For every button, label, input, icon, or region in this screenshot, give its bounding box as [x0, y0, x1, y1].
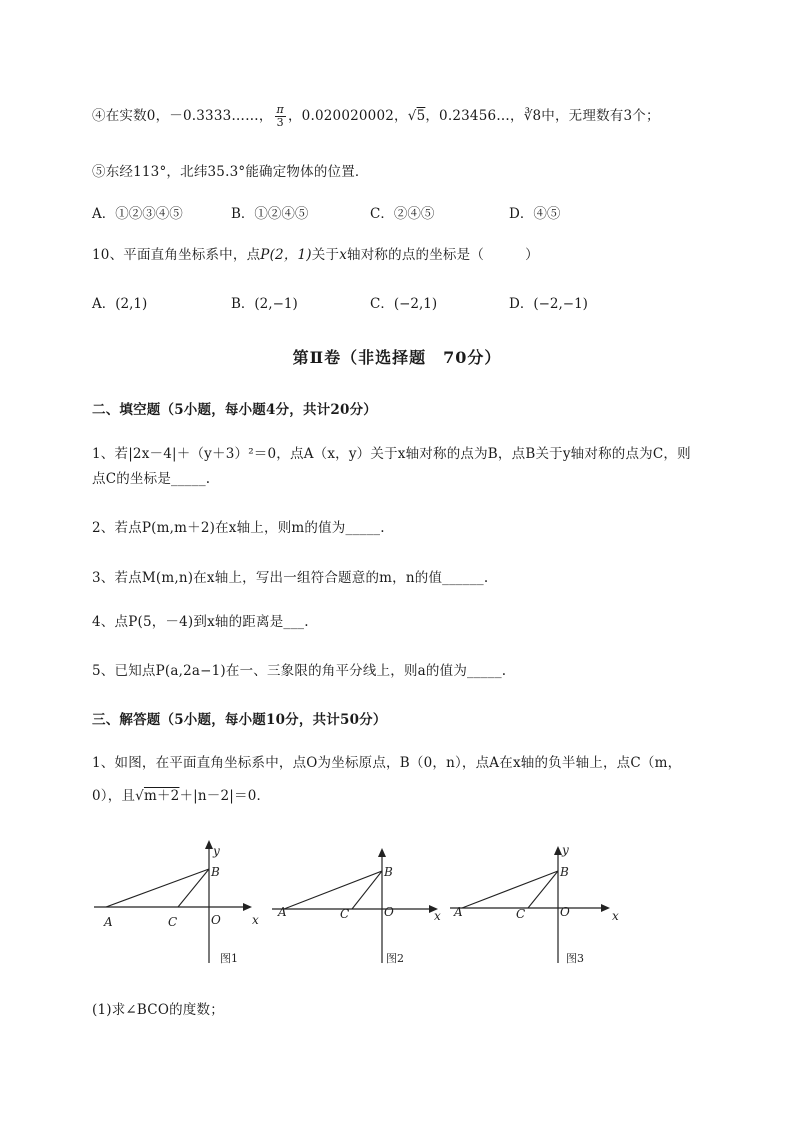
fill-q5: 5、已知点P(a,2a−1)在一、三象限的角平分线上，则a的值为_____. [92, 663, 507, 679]
point-c-label: C [340, 907, 350, 921]
pi-over-3-fraction: $\frac{\pi}{3}$ [276, 103, 284, 130]
point-b-label: B [384, 865, 393, 879]
q9-option-c[interactable]: C．②④⑤ [370, 206, 435, 222]
fill-section-heading: 二、填空题（5小题，每小题4分，共计20分） [92, 402, 377, 418]
origin-label: O [384, 905, 394, 919]
figure-2-caption: 图2 [386, 952, 404, 965]
origin-label: O [560, 905, 570, 919]
solve-section-heading: 三、解答题（5小题，每小题10分，共计50分） [92, 712, 387, 728]
point-b-label: B [211, 865, 220, 879]
point-a-label: A [104, 915, 113, 929]
point-b-label: B [560, 865, 569, 879]
y-axis-label: y [562, 843, 569, 857]
x-axis-label: x [252, 913, 259, 927]
part-2-title: 第Ⅱ卷（非选择题 70分） [292, 348, 502, 367]
figure-1-caption: 图1 [220, 952, 238, 965]
figure-3-caption: 图3 [566, 952, 584, 965]
fill-q4: 4、点P(5，－4)到x轴的距离是___. [92, 614, 309, 630]
point-a-label: A [454, 905, 463, 919]
q9-option-d[interactable]: D．④⑤ [509, 206, 561, 222]
point-a-label: A [278, 905, 287, 919]
figure-3 [450, 838, 630, 968]
q9-option-a[interactable]: A．①②③④⑤ [92, 206, 183, 222]
item-4: ④在实数0，－0.3333……， $\frac{\pi}{3}$ ，0.020020002，√5，0.23456…，∛8中，无理数有3个； [92, 103, 660, 130]
q10-option-c[interactable]: C．(−2,1) [370, 296, 438, 312]
point-c-label: C [516, 907, 526, 921]
y-axis-label: y [213, 844, 220, 858]
x-axis-label: x [434, 909, 441, 923]
solve-q1-line2: 0），且√m＋2＋|n－2|＝0． [92, 788, 271, 804]
question-10: 10、平面直角坐标系中，点P(2，1)关于x轴对称的点的坐标是（ ） [92, 247, 539, 263]
q9-option-b[interactable]: B．①②④⑤ [231, 206, 309, 222]
origin-label: O [211, 913, 221, 927]
point-c-label: C [168, 915, 178, 929]
solve-q1-line1: 1、如图，在平面直角坐标系中，点O为坐标原点，B（0，n），点A在x轴的负半轴上，点C（m， [92, 755, 682, 771]
fill-q2: 2、若点P(m,m＋2)在x轴上，则m的值为_____. [92, 520, 385, 536]
sub-question-1: (1)求∠BCO的度数； [92, 1002, 224, 1018]
item-5: ⑤东经113°，北纬35.3°能确定物体的位置． [92, 164, 369, 180]
x-axis-label: x [612, 909, 619, 923]
fill-q1-line1: 1、若|2x－4|＋（y＋3）²＝0，点A（x，y）关于x轴对称的点为B，点B关于y轴对称的点为C，则 [92, 446, 691, 462]
sqrt-sign: √ [135, 788, 144, 804]
q10-option-b[interactable]: B．(2,−1) [231, 296, 298, 312]
fill-q1-line2: 点C的坐标是_____. [92, 471, 211, 487]
q10-option-d[interactable]: D．(−2,−1) [509, 296, 588, 312]
figure-2 [272, 838, 452, 968]
figure-1 [94, 838, 274, 968]
q10-option-a[interactable]: A．(2,1) [92, 296, 148, 312]
fill-q3: 3、若点M(m,n)在x轴上，写出一组符合题意的m，n的值______. [92, 570, 489, 586]
